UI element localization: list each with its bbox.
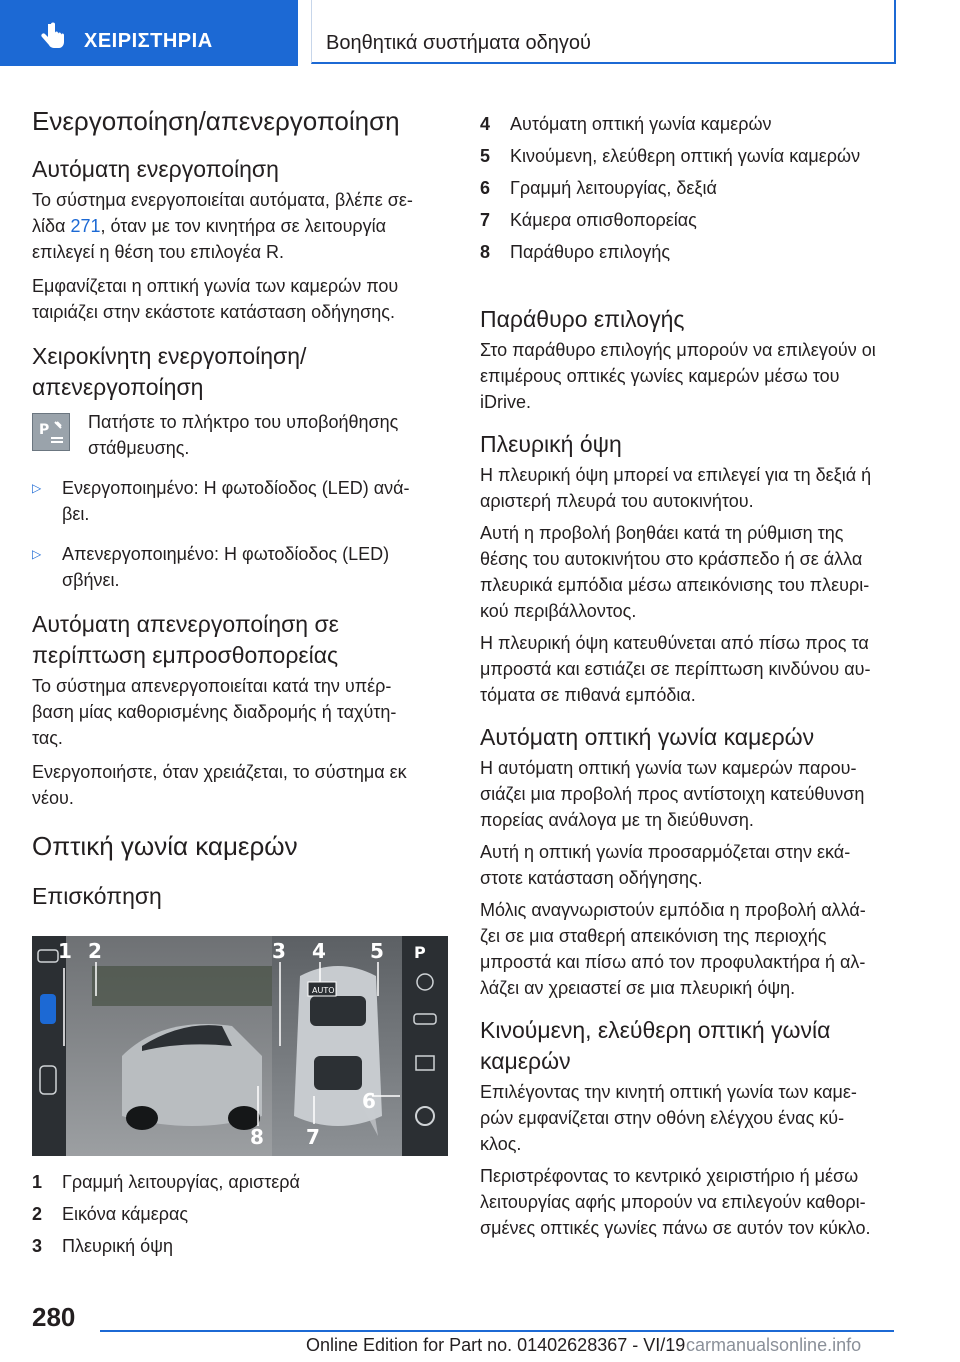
heading-camera-views: Οπτική γωνία καμερών <box>32 831 298 861</box>
edition-note: Online Edition for Part no. 01402628367 - VI/19 <box>306 1335 686 1355</box>
paragraph: Στο παράθυρο επιλογής μπορούν να επιλεγούν οι επιμέρους οπτικές γωνίες καμερών μέσω του iDrive. <box>480 340 876 412</box>
heading-manual-activation: Χειροκίνητη ενεργοποίηση/ απενεργοποίηση <box>32 343 307 400</box>
paragraph: Επιλέγοντας την κινητή οπτική γωνία των καμε- ρών εμφανίζεται στην οθόνη ελέγχου ένας κύ- κλος. <box>480 1082 857 1154</box>
left-column <box>32 100 450 912</box>
legend-item: 3 Πλευρική όψη <box>32 1235 173 1256</box>
section-tab <box>311 0 896 64</box>
right-column <box>480 108 898 1241</box>
paragraph: Η πλευρική όψη κατευθύνεται από πίσω προς τα μπροστά και εστιάζει σε περίπτωση κινδύνου αυ- τόματα σε πιθανά εμπόδια. <box>480 633 871 705</box>
heading-selection-window: Παράθυρο επιλογής <box>480 306 685 332</box>
parking-icon: P <box>414 943 426 962</box>
heading-auto-activation: Αυτόματη ενεργοποίηση <box>32 156 279 182</box>
paragraph: Το σύστημα απενεργοποιείται κατά την υπέρ- βαση μίας καθορισμένης διαδρομής ή ταχύτη- τας. <box>32 676 397 748</box>
heading-free-camera-view: Κινούμενη, ελεύθερη οπτική γωνία καμερών <box>480 1017 831 1074</box>
legend-item: 7 Κάμερα οπισθοπορείας <box>480 209 697 230</box>
hand-pointer-icon <box>40 22 66 50</box>
button-instruction: P Πατήστε το πλήκτρο του υποβοήθησης στάθμευσης. <box>32 409 450 461</box>
paragraph: Μόλις αναγνωριστούν εμπόδια η προβολή αλλά- ζει σε μια σταθερή απεικόνιση της περιοχής μπροστά και πίσω από τον προφυλακτήρα ή αλ- λάζει αν χρειαστεί σε μια πλευρική όψη. <box>480 900 866 998</box>
footer-divider <box>100 1330 894 1332</box>
callout-7: 7 <box>306 1125 320 1149</box>
chapter-title: ΧΕΙΡΙΣΤΗΡΙΑ <box>84 30 213 52</box>
page-link[interactable]: 271 <box>70 216 101 236</box>
paragraph: Αυτή η προβολή βοηθάει κατά τη ρύθμιση της θέσης του αυτοκινήτου στο κράσπεδο ή σε άλλα πλευρικά εμπόδια μέσω απεικόνισης του πλευρι- κού περιβάλλοντος. <box>480 523 870 621</box>
heading-activation: Ενεργοποίηση/απενεργοποίηση <box>32 106 400 136</box>
paragraph: Περιστρέφοντας το κεντρικό χειριστήριο ή μέσω λειτουργίας αφής μπορούν να επιλεγούν καθορι- σμένες οπτικές γωνίες πάνω σε αυτόν τον κύκλο. <box>480 1166 871 1238</box>
paragraph: Η αυτόματη οπτική γωνία των καμερών παρου- σιάζει μια προβολή προς αντίστοιχη κατεύθυνση πορείας ανάλογα με τη διεύθυνση. <box>480 758 865 830</box>
callout-5: 5 <box>370 939 384 963</box>
parking-assist-button-icon <box>32 413 70 451</box>
legend-item: 2 Εικόνα κάμερας <box>32 1203 189 1224</box>
callout-8: 8 <box>250 1125 264 1149</box>
bullet-item: ▷ Απενεργοποιημένο: Η φωτοδίοδος (LED) σβήνει. <box>32 541 450 593</box>
legend-item: 4 Αυτόματη οπτική γωνία καμερών <box>480 113 772 134</box>
svg-text:P: P <box>39 422 50 438</box>
callout-6: 6 <box>362 1089 376 1113</box>
callout-3: 3 <box>272 939 286 963</box>
auto-badge: AUTO <box>312 986 335 995</box>
callout-1: 1 <box>58 939 72 963</box>
callout-4: 4 <box>312 939 326 963</box>
legend-item: 6 Γραμμή λειτουργίας, δεξιά <box>480 177 717 198</box>
paragraph: Η πλευρική όψη μπορεί να επιλεγεί για τη δεξιά ή αριστερή πλευρά του αυτοκινήτου. <box>480 465 872 511</box>
legend-item: 8 Παράθυρο επιλογής <box>480 241 671 262</box>
heading-auto-deactivation: Αυτόματη απενεργοποίηση σε περίπτωση εμπροσθοπορείας <box>32 611 339 668</box>
heading-auto-camera-view: Αυτόματη οπτική γωνία καμερών <box>480 724 815 750</box>
section-title: Βοηθητικά συστήματα οδηγού <box>326 32 591 54</box>
paragraph: Ενεργοποιήστε, όταν χρειάζεται, το σύστημα εκ νέου. <box>32 762 407 808</box>
paragraph: Το σύστημα ενεργοποιείται αυτόματα, βλέπε σε- λίδα 271, όταν με τον κινητήρα σε λειτουργία επιλεγεί η θέση του επιλογέα R. <box>32 190 413 262</box>
callout-2: 2 <box>88 939 102 963</box>
legend-item: 1 Γραμμή λειτουργίας, αριστερά <box>32 1171 300 1192</box>
bullet-item: ▷ Ενεργοποιημένο: Η φωτοδίοδος (LED) ανά- βει. <box>32 475 450 527</box>
triangle-bullet-icon: ▷ <box>32 547 42 561</box>
heading-side-view: Πλευρική όψη <box>480 431 622 457</box>
watermark: carmanualsonline.info <box>686 1335 862 1355</box>
legend-list-right <box>480 108 898 268</box>
legend-list-left <box>32 1166 450 1262</box>
chapter-tab[interactable] <box>0 0 298 66</box>
camera-display-image <box>32 936 448 1156</box>
paragraph: Αυτή η οπτική γωνία προσαρμόζεται στην εκά- στοτε κατάσταση οδήγησης. <box>480 842 851 888</box>
page-number: 280 <box>32 1302 76 1332</box>
car-top-icon <box>40 994 56 1024</box>
heading-overview: Επισκόπηση <box>32 883 162 909</box>
triangle-bullet-icon: ▷ <box>32 481 42 495</box>
paragraph: Εμφανίζεται η οπτική γωνία των καμερών που ταιριάζει στην εκάστοτε κατάσταση οδήγησης. <box>32 276 399 322</box>
legend-item: 5 Κινούμενη, ελεύθερη οπτική γωνία καμερών <box>480 145 861 166</box>
